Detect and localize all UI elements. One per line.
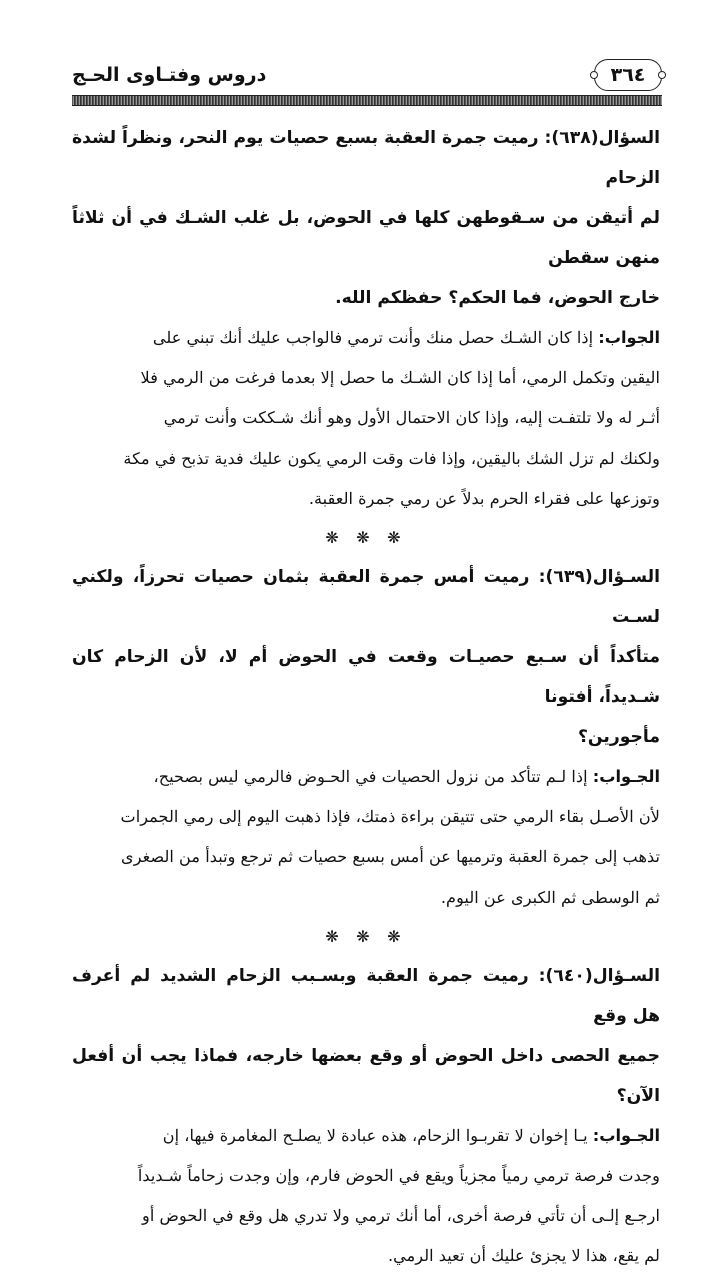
answer-label: الجـواب: <box>592 767 660 787</box>
answer-line <box>72 1116 660 1156</box>
question-line: خارج الحوض، فما الحكم؟ حفظكم الله. <box>335 288 660 308</box>
question-638 <box>72 118 660 318</box>
answer-638 <box>72 318 660 519</box>
answer-line: أثـر له ولا تلتفـت إليه، وإذا كان الاحتمال الأول وهو أنك شـككت وأنت ترمي <box>163 408 660 428</box>
answer-640 <box>72 1116 660 1277</box>
question-line: لم أتيقن من سـقوطهن كلها في الحوض، بل غلب الشـك في أن ثلاثاً منهن سقطن <box>72 208 660 268</box>
page-header <box>72 58 662 92</box>
question-line <box>72 557 660 637</box>
question-line: متأكداً أن سـبع حصيـات وقعت في الحوض أم لا، لأن الزحام كان شـديداً، أفتونا <box>72 647 660 708</box>
answer-line: وجدت فرصة ترمي رمياً مجزياً ويقع في الحوض فارم، وإن وجدت زحاماً شـديداً <box>137 1166 660 1186</box>
answer-line <box>72 318 660 358</box>
answer-639 <box>72 757 660 918</box>
answer-line: تذهب إلى جمرة العقبة وترميها عن أمس بسبع حصيات ثم ترجع وتبدأ من الصغرى <box>121 847 660 867</box>
answer-text: يـا إخوان لا تقربـوا الزحام، هذه عبادة لا يصلـح المغامرة فيها، إن <box>162 1125 588 1145</box>
header-divider <box>72 95 662 106</box>
question-640 <box>72 956 660 1116</box>
question-label: السـؤال(٦٤٠): <box>538 965 660 986</box>
answer-line: ارجـع إلـى أن تأتي فرصة أخرى، أما أنك ترمي ولا تدري هل وقع في الحوض أو <box>142 1206 660 1226</box>
question-line: جميع الحصى داخل الحوض أو وقع بعضها خارجه، فماذا يجب أن أفعل الآن؟ <box>72 1045 660 1106</box>
answer-line: لم يقع، هذا لا يجزئ عليك أن تعيد الرمي. <box>387 1246 660 1266</box>
page-number: ٣٦٤ <box>594 59 662 91</box>
question-text: رميت جمرة العقبة بسبع حصيات يوم النحر، ونظراً لشدة الزحام <box>72 128 660 188</box>
question-line <box>72 118 660 198</box>
answer-line: وتوزعها على فقراء الحرم بدلاً عن رمي جمرة العقبة. <box>308 488 660 508</box>
answer-label: الجواب: <box>598 328 660 347</box>
section-separator: ❋ ❋ ❋ <box>325 926 407 946</box>
question-label: السـؤال(٦٣٩): <box>538 567 660 588</box>
answer-line: لأن الأصـل بقاء الرمي حتى تتيقن براءة ذمتك، فإذا ذهبت اليوم إلى رمي الجمرات <box>120 807 660 827</box>
answer-line: ثم الوسطى ثم الكبرى عن اليوم. <box>440 887 660 907</box>
question-text: رميت أمس جمرة العقبة بثمان حصيات تحرزاً، ولكني لسـت <box>72 567 660 628</box>
question-label: السؤال(٦٣٨): <box>544 128 660 148</box>
answer-label: الجـواب: <box>592 1125 660 1145</box>
book-title: دروس وفتـاوى الحـج <box>72 64 267 86</box>
question-line <box>72 956 660 1036</box>
answer-line: اليقين وتكمل الرمي، أما إذا كان الشـك ما حصل إلا بعدما فرغت من الرمي فلا <box>140 368 660 388</box>
answer-text: إذا لـم تتأكد من نزول الحصيات في الحـوض فالرمي ليس بصحيح، <box>153 767 588 787</box>
answer-line <box>72 757 660 797</box>
question-text: رميت جمرة العقبة وبسـبب الزحام الشديد لم أعرف هل وقع <box>72 965 660 1026</box>
question-639 <box>72 557 660 757</box>
question-line: مأجورين؟ <box>577 727 660 748</box>
answer-text: إذا كان الشـك حصل منك وأنت ترمي فالواجب عليك أنك تبني على <box>152 328 594 347</box>
answer-line: ولكنك لم تزل الشك باليقين، وإذا فات وقت الرمي يكون عليك فدية تذبح في مكة <box>123 448 660 468</box>
section-separator: ❋ ❋ ❋ <box>325 528 407 548</box>
fatwa-content <box>72 118 660 1277</box>
